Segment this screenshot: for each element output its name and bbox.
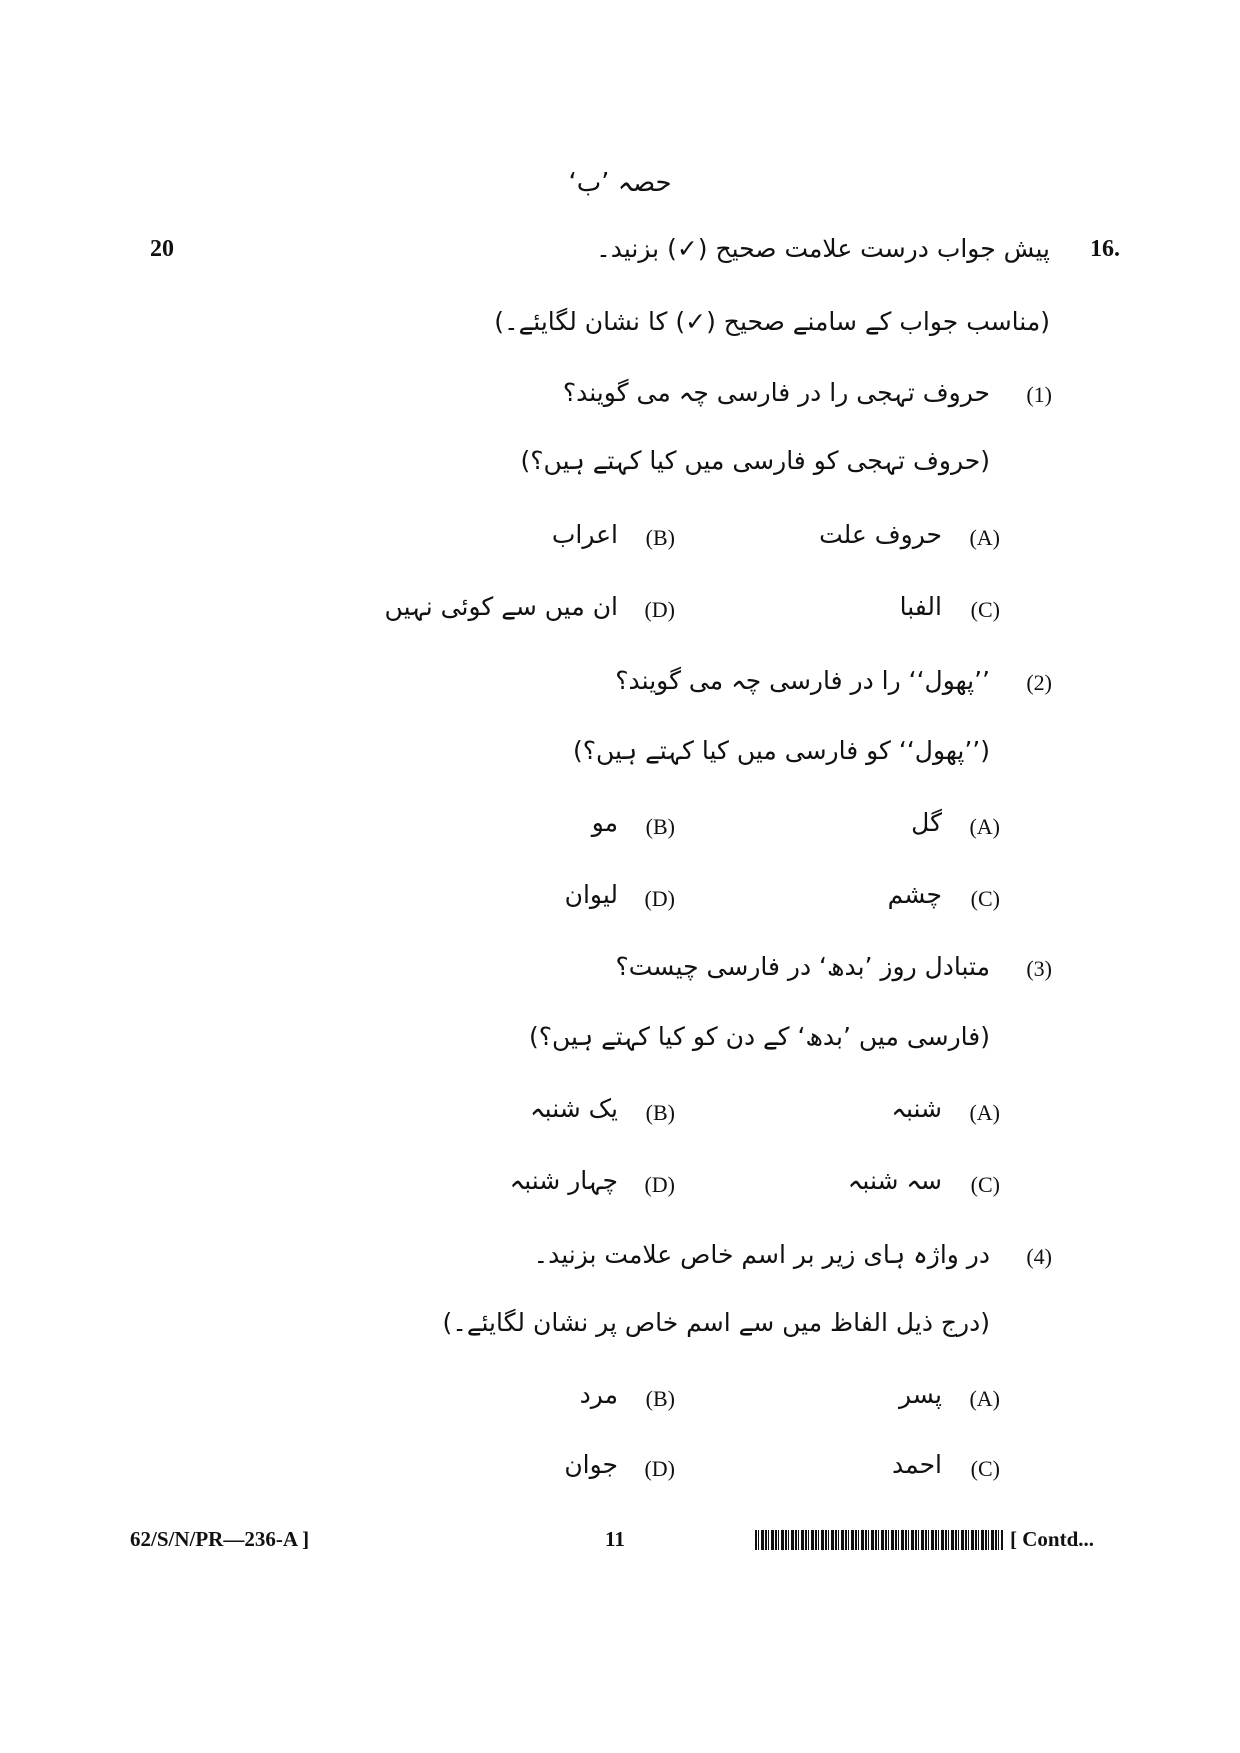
option-letter: (B)	[645, 1386, 675, 1411]
option-letter: (D)	[644, 1456, 675, 1481]
option-letter: (A)	[969, 1386, 1000, 1411]
question-number: 16.	[1090, 236, 1120, 262]
option-text[interactable]: شنبہ	[891, 1094, 942, 1123]
option-letter: (C)	[970, 1456, 1000, 1481]
subquestion-text-persian: حروف تہجی را در فارسی چہ می گویند؟	[562, 378, 990, 407]
subquestion-text-persian: در واژہ ہای زیر بر اسم خاص علامت بزنید۔	[533, 1240, 990, 1269]
option-letter: (C)	[970, 1172, 1000, 1197]
option-letter: (B)	[645, 1100, 675, 1125]
subquestion-number: (2)	[1026, 670, 1052, 695]
option-text[interactable]: ان میں سے کوئی نہیں	[384, 592, 618, 621]
option-text[interactable]: جوان	[564, 1450, 618, 1479]
option-letter: (D)	[644, 1172, 675, 1197]
option-letter: (B)	[645, 814, 675, 839]
footer-page-number: 11	[605, 1527, 625, 1551]
footer-paper-code: 62/S/N/PR—236-A ]	[130, 1527, 310, 1551]
option-text[interactable]: یک شنبہ	[530, 1094, 618, 1123]
subquestion-number: (4)	[1026, 1244, 1052, 1269]
question-instruction-persian: پیش جواب درست علامت صحیح (✓) بزنید۔	[596, 234, 1050, 263]
marks: 20	[150, 236, 174, 262]
subquestion-number: (3)	[1026, 956, 1052, 981]
subquestion-number: (1)	[1026, 382, 1052, 407]
question-instruction-urdu: (مناسب جواب کے سامنے صحیح (✓) کا نشان لگایئے۔)	[494, 307, 1050, 336]
option-letter: (A)	[969, 525, 1000, 550]
option-letter: (D)	[644, 597, 675, 622]
barcode-icon	[755, 1530, 1003, 1550]
option-text[interactable]: احمد	[892, 1450, 942, 1479]
option-text[interactable]: لیوان	[564, 880, 618, 909]
footer-contd: [ Contd...	[1010, 1527, 1095, 1551]
option-text[interactable]: گل	[911, 808, 942, 837]
option-text[interactable]: الفبا	[899, 592, 942, 621]
subquestion-text-urdu: (حروف تہجی کو فارسی میں کیا کہتے ہیں؟)	[520, 446, 990, 475]
option-letter: (A)	[969, 814, 1000, 839]
option-letter: (D)	[644, 886, 675, 911]
subquestion-text-urdu: (’’پھول‘‘ کو فارسی میں کیا کہتے ہیں؟)	[572, 736, 990, 765]
option-letter: (C)	[970, 886, 1000, 911]
option-text[interactable]: مرد	[579, 1380, 618, 1409]
subquestion-text-persian: ’’پھول‘‘ را در فارسی چہ می گویند؟	[615, 666, 990, 695]
subquestion-text-persian: متبادل روز ’بدھ‘ در فارسی چیست؟	[615, 952, 990, 981]
option-text[interactable]: چشم	[887, 880, 942, 909]
section-heading: حصہ ’ب‘	[568, 168, 672, 198]
option-text[interactable]: سہ شنبہ	[847, 1166, 942, 1195]
option-text[interactable]: اعراب	[551, 520, 618, 549]
option-letter: (A)	[969, 1100, 1000, 1125]
subquestion-text-urdu: (درج ذیل الفاظ میں سے اسم خاص پر نشان لگایئے۔)	[442, 1308, 990, 1337]
option-text[interactable]: چہار شنبہ	[509, 1166, 618, 1195]
option-letter: (C)	[970, 597, 1000, 622]
option-letter: (B)	[645, 525, 675, 550]
option-text[interactable]: مو	[591, 808, 618, 837]
subquestion-text-urdu: (فارسی میں ’بدھ‘ کے دن کو کیا کہتے ہیں؟)	[528, 1022, 990, 1051]
option-text[interactable]: حروف علت	[819, 520, 942, 549]
option-text[interactable]: پسر	[898, 1380, 942, 1409]
